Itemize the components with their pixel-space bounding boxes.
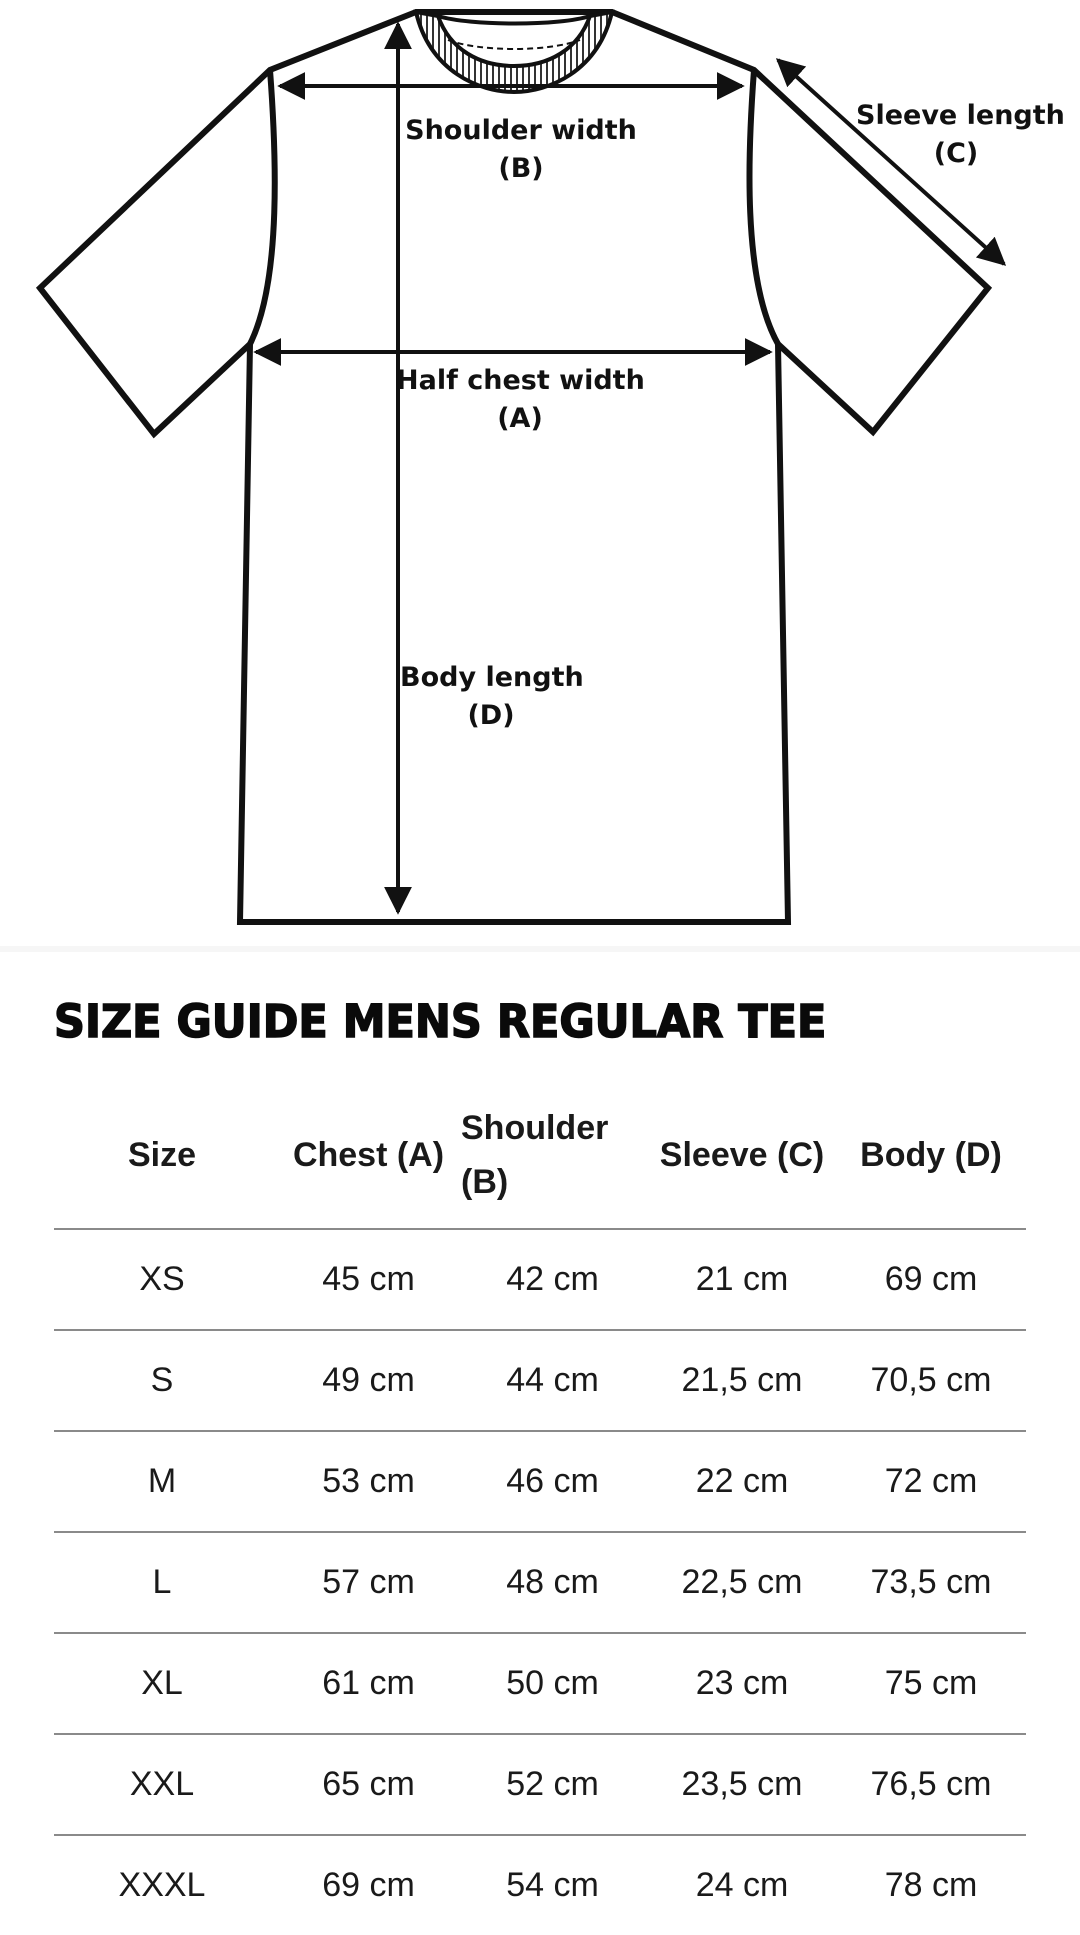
cell-body: 78 cm (884, 1866, 978, 1904)
cell-size: S (54, 1330, 280, 1431)
half-chest-width-label-line2: (A) (497, 403, 543, 434)
table-row (54, 1532, 1026, 1633)
shoulder-width-label-line2: (B) (498, 153, 544, 184)
sleeve-length-label-line2: (C) (933, 138, 979, 169)
header-sleeve: Sleeve (C) (648, 1082, 836, 1229)
cell-size: XXXL (118, 1866, 206, 1904)
cell-size: L (54, 1532, 280, 1633)
sleeve-length-label (856, 97, 1065, 173)
table-row (54, 1229, 1026, 1330)
cell-sleeve: 24 cm (695, 1866, 789, 1904)
cell-chest: 53 cm (280, 1431, 457, 1532)
shoulder-width-label (400, 112, 642, 188)
cell-chest: 69 cm (322, 1866, 415, 1904)
header-shoulder-line1: Shoulder (461, 1109, 609, 1147)
header-shoulder (457, 1082, 648, 1229)
cell-chest: 45 cm (280, 1229, 457, 1330)
table-row (54, 1633, 1026, 1734)
size-guide-table (54, 1082, 1026, 1935)
body-length-label (400, 659, 582, 735)
cell-chest: 61 cm (280, 1633, 457, 1734)
size-guide-title: SIZE GUIDE MENS REGULAR TEE (54, 996, 827, 1049)
cell-size: XXL (54, 1734, 280, 1835)
sleeve-length-label-line1: Sleeve length (856, 100, 1065, 131)
cell-size: XS (54, 1229, 280, 1330)
body-length-label-line1: Body length (400, 662, 584, 693)
cell-chest: 49 cm (280, 1330, 457, 1431)
table-row (54, 1835, 1026, 1935)
cell-sleeve: 21,5 cm (648, 1330, 836, 1431)
cell-sleeve: 21 cm (648, 1229, 836, 1330)
shoulder-width-label-line1: Shoulder width (405, 115, 637, 146)
table-row (54, 1330, 1026, 1431)
cell-body: 69 cm (836, 1229, 1026, 1330)
table-header-row (54, 1082, 1026, 1229)
cell-body: 70,5 cm (836, 1330, 1026, 1431)
section-divider (0, 946, 1080, 952)
cell-size: XL (54, 1633, 280, 1734)
cell-body: 75 cm (836, 1633, 1026, 1734)
cell-sleeve: 22 cm (648, 1431, 836, 1532)
header-shoulder-line2: (B) (461, 1163, 509, 1201)
cell-body: 72 cm (836, 1431, 1026, 1532)
table-row (54, 1431, 1026, 1532)
cell-sleeve: 23 cm (648, 1633, 836, 1734)
cell-shoulder: 44 cm (457, 1330, 648, 1431)
cell-size: M (54, 1431, 280, 1532)
cell-shoulder: 54 cm (506, 1866, 599, 1904)
half-chest-width-label-line1: Half chest width (396, 365, 645, 396)
half-chest-width-label (396, 362, 644, 438)
tshirt-measurement-diagram (0, 0, 1080, 948)
cell-shoulder: 50 cm (457, 1633, 648, 1734)
header-size: Size (54, 1082, 280, 1229)
cell-chest: 65 cm (280, 1734, 457, 1835)
cell-body: 73,5 cm (836, 1532, 1026, 1633)
header-chest: Chest (A) (280, 1082, 457, 1229)
cell-sleeve: 23,5 cm (648, 1734, 836, 1835)
cell-chest: 57 cm (280, 1532, 457, 1633)
cell-body: 76,5 cm (836, 1734, 1026, 1835)
header-body: Body (D) (836, 1082, 1026, 1229)
cell-shoulder: 46 cm (457, 1431, 648, 1532)
cell-sleeve: 22,5 cm (648, 1532, 836, 1633)
table-row (54, 1734, 1026, 1835)
cell-shoulder: 42 cm (457, 1229, 648, 1330)
cell-shoulder: 48 cm (457, 1532, 648, 1633)
cell-shoulder: 52 cm (457, 1734, 648, 1835)
body-length-label-line2: (D) (467, 700, 515, 731)
